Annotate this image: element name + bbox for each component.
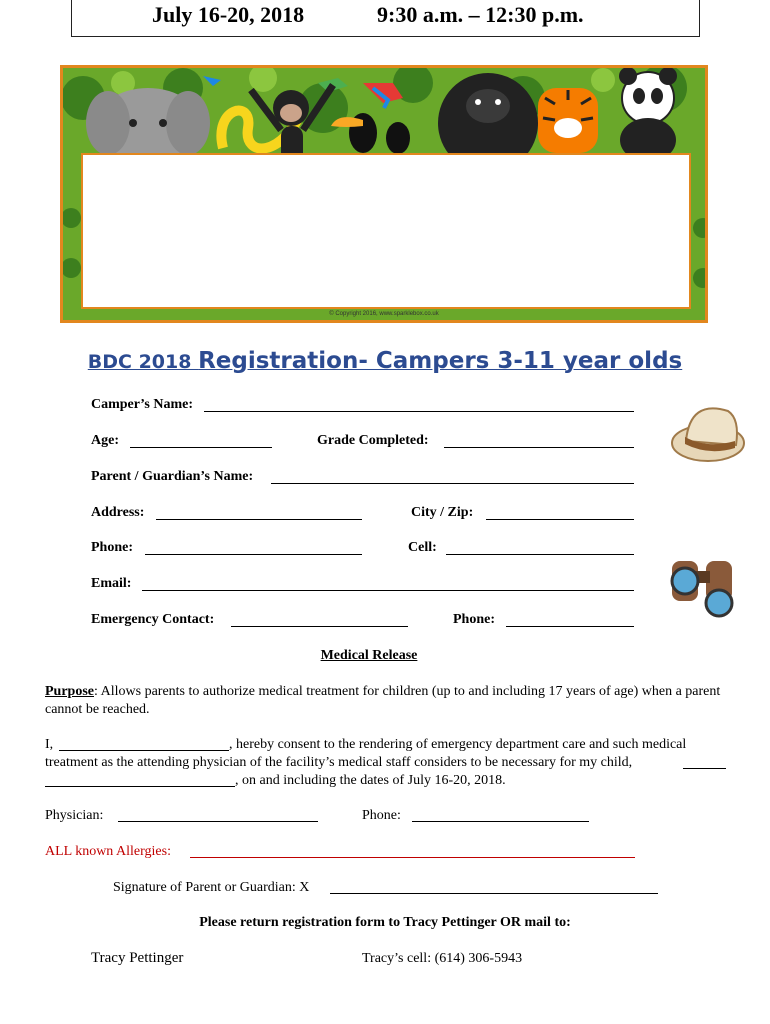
email-field[interactable] <box>142 590 634 591</box>
emergency-contact-field[interactable] <box>231 626 408 627</box>
consent-i: I, <box>45 737 54 752</box>
grade-completed-field[interactable] <box>444 447 634 448</box>
city-zip-field[interactable] <box>486 519 634 520</box>
return-note: Please return registration form to Tracy Pettinger OR mail to: <box>199 915 571 930</box>
tiger-icon <box>538 88 598 153</box>
consent-line-3: , on and including the dates of July 16-20, 2018. <box>235 773 506 788</box>
address-field[interactable] <box>156 519 362 520</box>
parent-name-label: Parent / Guardian’s Name: <box>91 469 254 484</box>
consent-line-1: , hereby consent to the rendering of emergency department care and such medical <box>229 737 687 752</box>
allergies-label: ALL known Allergies: <box>45 844 171 859</box>
email-label: Email: <box>91 576 132 591</box>
age-label: Age: <box>91 433 119 448</box>
cell-field[interactable] <box>446 554 634 555</box>
campers-name-field[interactable] <box>204 411 634 412</box>
jungle-banner <box>60 65 708 323</box>
safari-hat-icon <box>668 393 746 471</box>
page-title <box>0 348 770 374</box>
physician-field[interactable] <box>118 821 318 822</box>
grade-completed-label: Grade Completed: <box>317 433 429 448</box>
contact-name: Tracy Pettinger <box>91 950 184 966</box>
purpose-paragraph <box>45 683 735 719</box>
event-times: 9:30 a.m. – 12:30 p.m. <box>377 2 584 27</box>
parent-name-field[interactable] <box>271 483 634 484</box>
child-name-field-b[interactable] <box>45 786 235 787</box>
purpose-text: : Allows parents to authorize medical treatment for children (up to and including 17 years of age) when a parent cannot be reached. <box>45 684 721 717</box>
emergency-contact-label: Emergency Contact: <box>91 612 215 627</box>
city-zip-label: City / Zip: <box>411 505 474 520</box>
binoculars-icon <box>664 553 740 625</box>
phone-field[interactable] <box>145 554 362 555</box>
signature-label: Signature of Parent or Guardian: X <box>113 880 310 895</box>
title-main: Registration- Campers 3-11 year olds <box>198 348 683 374</box>
banner-blank-panel <box>81 153 691 309</box>
contact-cell: Tracy’s cell: (614) 306-5943 <box>362 951 523 966</box>
consent-line-2: treatment as the attending physician of the facility’s medical staff considers to be necessary for my child, <box>45 755 633 770</box>
cell-label: Cell: <box>408 540 437 555</box>
child-name-field-a[interactable] <box>683 768 726 769</box>
panda-icon <box>619 68 677 162</box>
physician-phone-field[interactable] <box>412 821 589 822</box>
phone-label: Phone: <box>91 540 133 555</box>
age-field[interactable] <box>130 447 272 448</box>
campers-name-label: Camper’s Name: <box>91 397 193 412</box>
emergency-phone-label: Phone: <box>453 612 495 627</box>
toucan-icon <box>331 113 410 154</box>
address-label: Address: <box>91 505 145 520</box>
banner-copyright: © Copyright 2016, www.sparklebox.co.uk <box>329 311 439 317</box>
medical-release-heading: Medical Release <box>320 648 418 663</box>
purpose-label: Purpose <box>45 684 94 699</box>
allergies-field[interactable] <box>190 857 635 858</box>
physician-label: Physician: <box>45 808 104 823</box>
signature-field[interactable] <box>330 893 658 894</box>
emergency-phone-field[interactable] <box>506 626 634 627</box>
physician-phone-label: Phone: <box>362 808 401 823</box>
consent-name-field[interactable] <box>59 750 229 751</box>
event-dates: July 16-20, 2018 <box>152 2 305 27</box>
title-prefix: BDC 2018 <box>87 351 199 373</box>
